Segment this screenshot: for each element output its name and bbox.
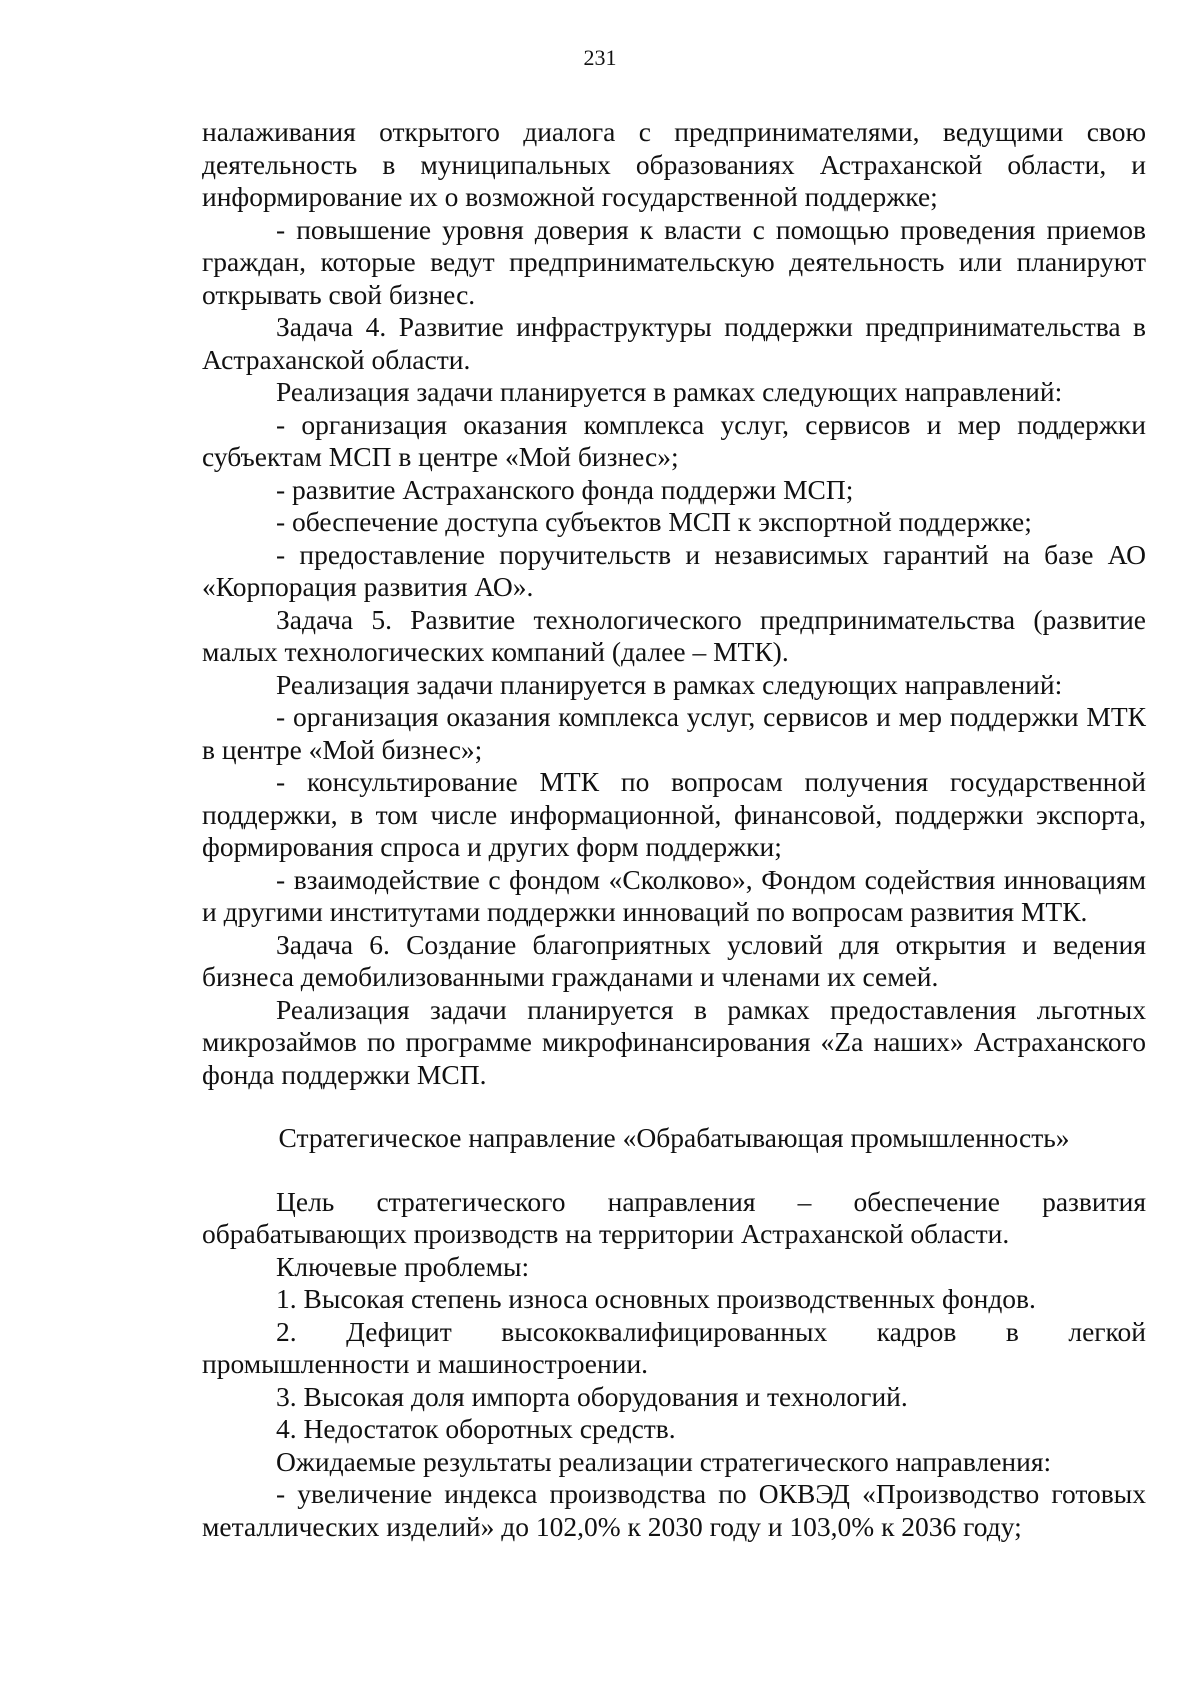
task-heading: Задача 4. Развитие инфраструктуры поддержки предпринимательства в Астраханской области.	[202, 311, 1146, 375]
section-heading: Стратегическое направление «Обрабатывающая промышленность»	[278, 1122, 1070, 1153]
task-heading: Задача 6. Создание благоприятных условий для открытия и ведения бизнеса демобилизованными гражданами и членами их семей.	[202, 928, 1146, 992]
list-item: - увеличение индекса производства по ОКВЭД «Производство готовых металлических изделий» до 102,0% к 2030 году и 103,0% к 2036 году;	[202, 1478, 1146, 1542]
list-item: - предоставление поручительств и независимых гарантий на базе АО «Корпорация развития АО».	[202, 538, 1146, 602]
list-item: 4. Недостаток оборотных средств.	[276, 1413, 676, 1444]
list-item: 1. Высокая степень износа основных производственных фондов.	[276, 1283, 1036, 1314]
paragraph: налаживания открытого диалога с предпринимателями, ведущими свою деятельность в муниципальных образованиях Астраханской области, и информирование их о возможной государственной поддержке;	[202, 116, 1146, 212]
paragraph: Реализация задачи планируется в рамках следующих направлений:	[276, 668, 1063, 700]
paragraph: Реализация задачи планируется в рамках следующих направлений:	[276, 376, 1063, 407]
list-item: 3. Высокая доля импорта оборудования и технологий.	[276, 1380, 908, 1412]
list-item: - развитие Астраханского фонда поддержи МСП;	[276, 473, 854, 505]
task-heading: Задача 5. Развитие технологического предпринимательства (развитие малых технологических компаний (далее – МТК).	[202, 603, 1146, 667]
list-item: - обеспечение доступа субъектов МСП к экспортной поддержке;	[276, 506, 1032, 537]
list-item: - повышение уровня доверия к власти с помощью проведения приемов граждан, которые ведут предпринимательскую деятельность или планируют открывать свой бизнес.	[202, 213, 1146, 310]
document-body	[202, 116, 1146, 1543]
list-item: - организация оказания комплекса услуг, сервисов и мер поддержки субъектам МСП в центре «Мой бизнес»;	[202, 408, 1146, 472]
paragraph: Ожидаемые результаты реализации стратегического направления:	[276, 1445, 1052, 1477]
list-item: - организация оказания комплекса услуг, сервисов и мер поддержки МТК в центре «Мой бизнес»;	[202, 701, 1146, 765]
paragraph: Ключевые проблемы:	[276, 1250, 530, 1282]
list-item: - взаимодействие с фондом «Сколково», Фондом содействия инновациям и другими институтами поддержки инноваций по вопросам развития МТК.	[202, 863, 1146, 927]
paragraph: Реализация задачи планируется в рамках предоставления льготных микрозаймов по программе микрофинансирования «Za наших» Астраханского фонда поддержки МСП.	[202, 993, 1146, 1090]
paragraph: Цель стратегического направления – обеспечение развития обрабатывающих производств на территории Астраханской области.	[202, 1185, 1146, 1249]
page-number: 231	[583, 45, 617, 70]
list-item: - консультирование МТК по вопросам получения государственной поддержки, в том числе информационной, финансовой, поддержки экспорта, формирования спроса и других форм поддержки;	[202, 766, 1146, 862]
list-item: 2. Дефицит высококвалифицированных кадров в легкой промышленности и машиностроении.	[202, 1315, 1146, 1379]
